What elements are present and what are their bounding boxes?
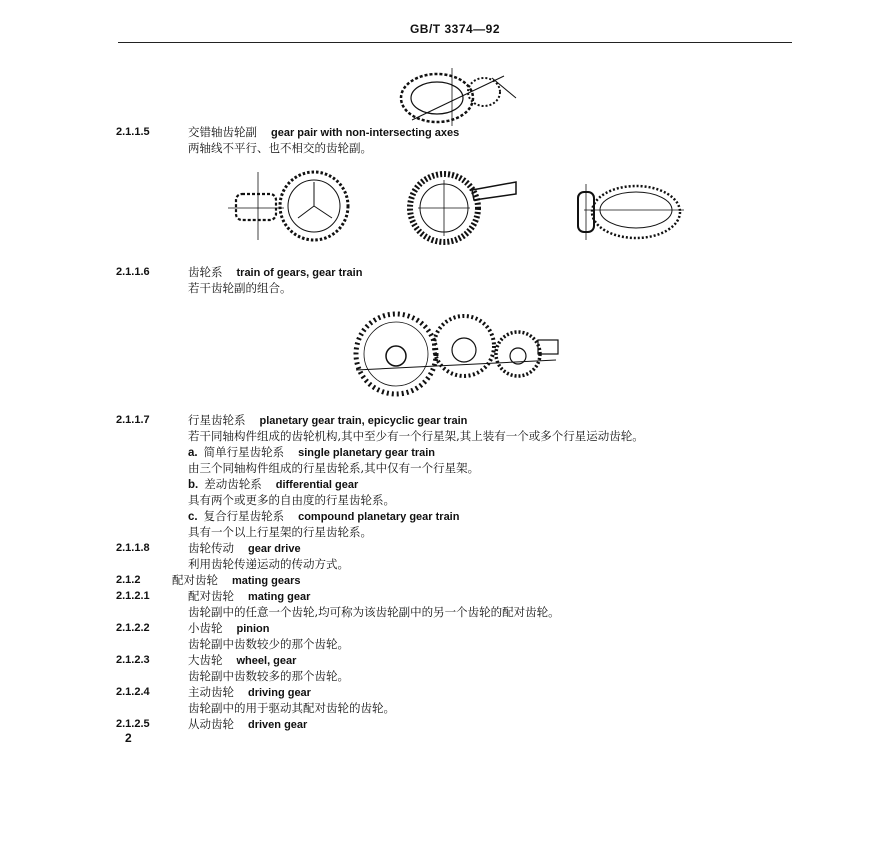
entry-term: 交错轴齿轮副 gear pair with non-intersecting axes — [188, 125, 460, 139]
entry-number: 2.1.1.6 — [116, 266, 150, 278]
entry-number: 2.1.2.2 — [116, 622, 150, 634]
entry-2-1-2-3 — [0, 653, 870, 667]
entry-number: 2.1.1.8 — [116, 542, 150, 554]
entry-2-1-2 — [0, 573, 870, 587]
gear-train-figure — [346, 310, 564, 396]
entry-term: 小齿轮 pinion — [188, 621, 270, 635]
entry-number: 2.1.2.1 — [116, 590, 150, 602]
crossed-helical-gear-figure — [228, 168, 354, 244]
entry-2-1-1-7 — [0, 413, 870, 427]
hypoid-gear-figure — [388, 170, 522, 244]
entry-2-1-2-5 — [0, 717, 870, 731]
entry-term: 从动齿轮 driven gear — [188, 717, 308, 731]
entry-number: 2.1.2 — [116, 574, 141, 586]
entry-2-1-2-2 — [0, 621, 870, 635]
entry-2-1-1-8 — [0, 541, 870, 555]
worm-gear-figure — [574, 184, 686, 240]
entry-number: 2.1.1.5 — [116, 126, 150, 138]
entry-term: 主动齿轮 driving gear — [188, 685, 311, 699]
header-rule — [118, 42, 792, 43]
entry-number: 2.1.2.5 — [116, 718, 150, 730]
entry-term: 配对齿轮 mating gear — [188, 589, 311, 603]
entry-2-1-1-5 — [0, 125, 870, 139]
entry-number: 2.1.2.4 — [116, 686, 150, 698]
bevel-gear-figure — [392, 68, 522, 128]
entry-number: 2.1.2.3 — [116, 654, 150, 666]
entry-2-1-1-6 — [0, 265, 870, 279]
entry-term: 配对齿轮 mating gears — [172, 573, 301, 587]
entry-2-1-2-4 — [0, 685, 870, 699]
page-number: 2 — [125, 731, 132, 745]
page-header: GB/T 3374—92 — [409, 22, 501, 36]
entry-2-1-2-1 — [0, 589, 870, 603]
entry-number: 2.1.1.7 — [116, 414, 150, 426]
entry-term: 行星齿轮系 planetary gear train, epicyclic gear train — [188, 413, 468, 427]
entry-term: 大齿轮 wheel, gear — [188, 653, 297, 667]
entry-term: 齿轮传动 gear drive — [188, 541, 301, 555]
entry-term: 齿轮系 train of gears, gear train — [188, 265, 363, 279]
